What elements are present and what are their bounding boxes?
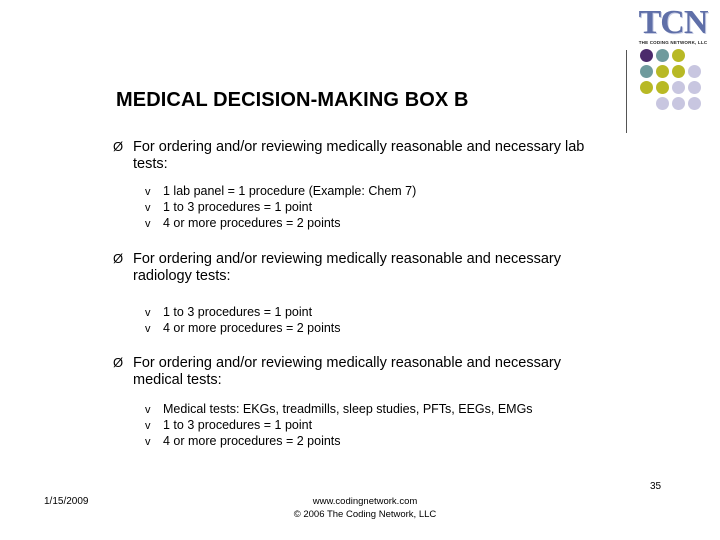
decorative-dot [656, 97, 669, 110]
arrow-bullet-icon: Ø [113, 139, 124, 154]
list-item: v 1 to 3 procedures = 1 point [145, 418, 313, 432]
decorative-dot [640, 65, 653, 78]
section-text: For ordering and/or reviewing medically reasonable and necessary lab tests: [133, 139, 585, 172]
footer-date: 1/15/2009 [44, 496, 89, 507]
diamond-bullet-icon: v [145, 436, 151, 448]
list-item: v 4 or more procedures = 2 points [145, 321, 341, 335]
section-text: For ordering and/or reviewing medically reasonable and necessary medical tests: [133, 355, 561, 388]
page-number: 35 [650, 481, 662, 492]
decorative-dot [672, 81, 685, 94]
decorative-dot [672, 65, 685, 78]
arrow-bullet-icon: Ø [113, 355, 124, 370]
diamond-bullet-icon: v [145, 218, 151, 230]
divider-line [626, 50, 627, 133]
decorative-dot [688, 97, 701, 110]
list-item: v 1 to 3 procedures = 1 point [145, 200, 313, 214]
decorative-dot [656, 81, 669, 94]
decorative-dot [672, 49, 685, 62]
section-text: For ordering and/or reviewing medically reasonable and necessary radiology tests: [133, 251, 561, 284]
decorative-dot [688, 65, 701, 78]
logo [630, 4, 716, 45]
diamond-bullet-icon: v [145, 323, 151, 335]
decorative-dot [640, 49, 653, 62]
logo-text: TCN [638, 4, 708, 41]
decorative-dot [656, 49, 669, 62]
list-item: v 1 lab panel = 1 procedure (Example: Chem 7) [145, 184, 417, 198]
list-item: v 4 or more procedures = 2 points [145, 216, 341, 230]
diamond-bullet-icon: v [145, 202, 151, 214]
decorative-dot [672, 97, 685, 110]
diamond-bullet-icon: v [145, 307, 151, 319]
footer-center [240, 495, 490, 521]
footer-copyright: © 2006 The Coding Network, LLC [293, 509, 437, 520]
diamond-bullet-icon: v [145, 186, 151, 198]
list-item: v Medical tests: EKGs, treadmills, sleep studies, PFTs, EEGs, EMGs [145, 402, 533, 416]
footer-url: www.codingnetwork.com [312, 496, 418, 507]
arrow-bullet-icon: Ø [113, 251, 124, 266]
list-item: v 4 or more procedures = 2 points [145, 434, 341, 448]
diamond-bullet-icon: v [145, 420, 151, 432]
list-item: v 1 to 3 procedures = 1 point [145, 305, 313, 319]
logo-subtext: THE CODING NETWORK, LLC [638, 40, 708, 45]
slide-title: MEDICAL DECISION-MAKING BOX B [116, 89, 469, 111]
decorative-dot [688, 81, 701, 94]
diamond-bullet-icon: v [145, 404, 151, 416]
decorative-dot [640, 81, 653, 94]
decorative-dot [656, 65, 669, 78]
